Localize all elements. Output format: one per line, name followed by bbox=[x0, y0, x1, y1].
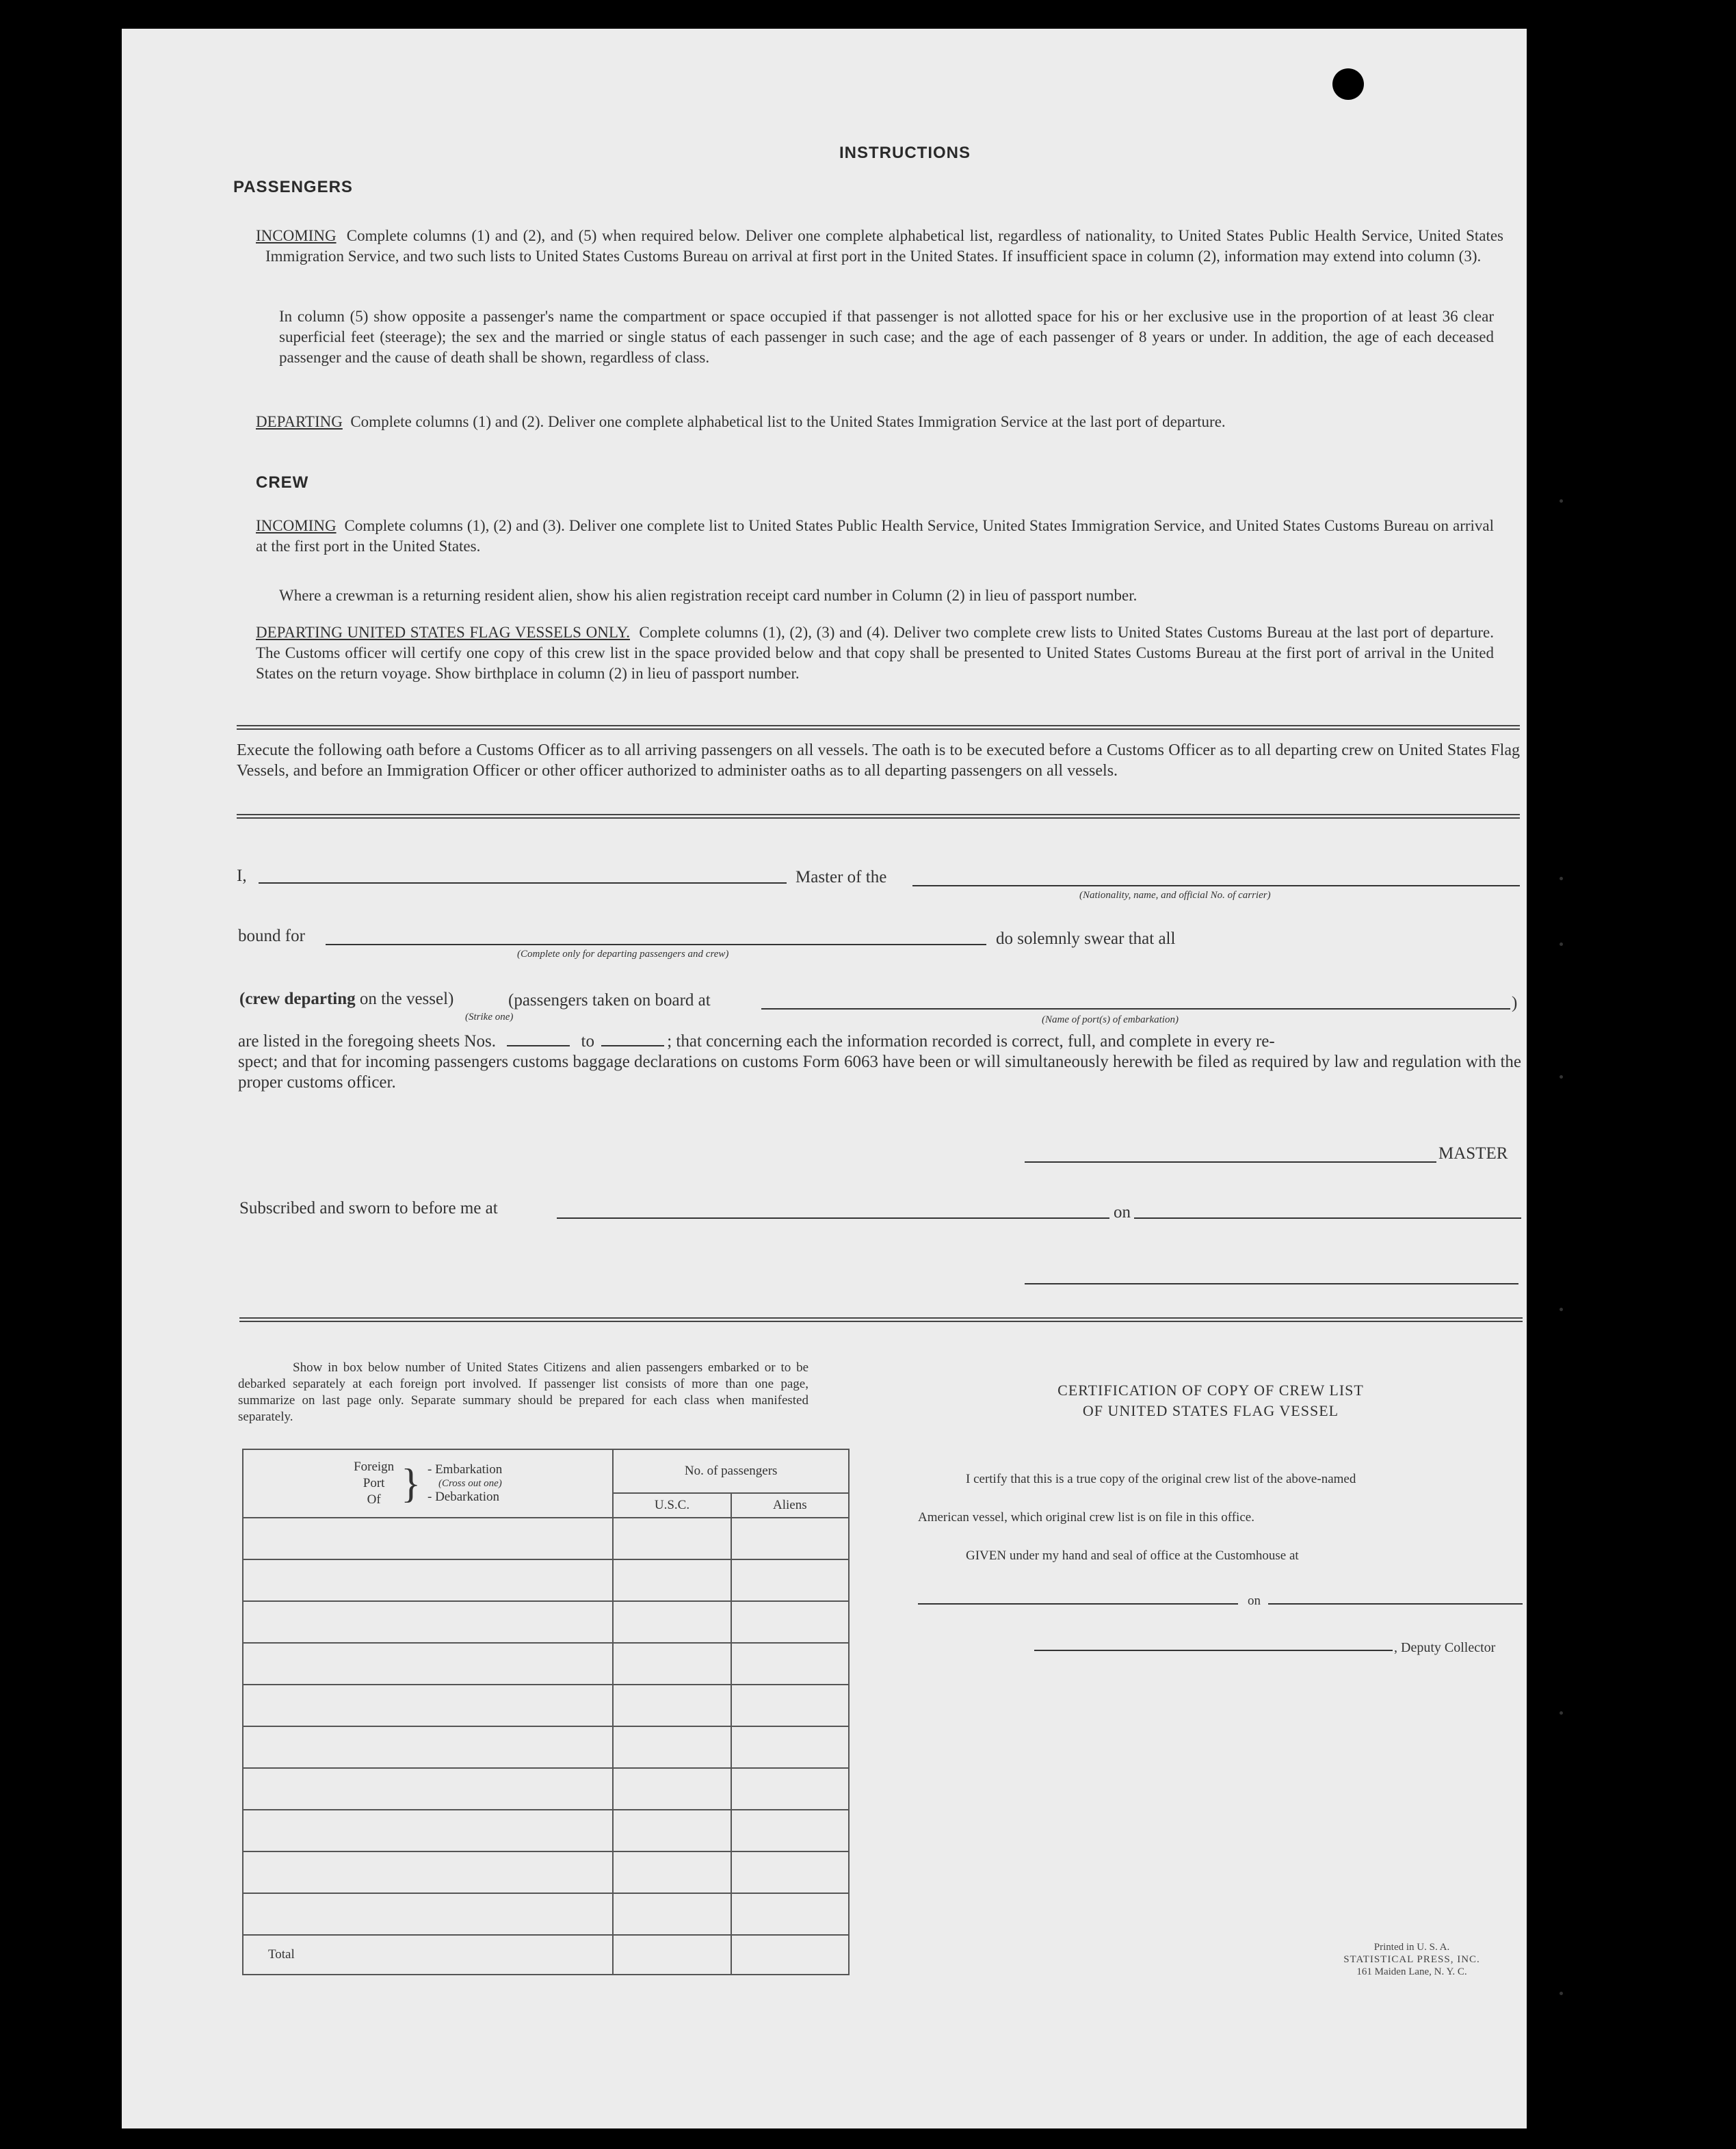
certification-title-line2: OF UNITED STATES FLAG VESSEL bbox=[1082, 1402, 1339, 1419]
bound-for-label: bound for bbox=[238, 927, 305, 945]
to-text: to bbox=[581, 1032, 594, 1051]
divider bbox=[239, 1317, 1523, 1322]
port-cell[interactable] bbox=[243, 1768, 613, 1810]
scan-speck bbox=[1560, 1711, 1563, 1715]
cross-out-caption: (Cross out one) bbox=[438, 1478, 502, 1489]
crew-incoming-label: INCOMING bbox=[256, 517, 337, 534]
summary-intro: Show in box below number of United States Citizens and alien passengers embarked or to be debarked separately at each foreign port involved. If passenger list consists of more than one page, summarize on last page only. Separate summary should be prepared for each class when manifested separately. bbox=[238, 1360, 808, 1424]
name-of-ports-caption: (Name of port(s) of embarkation) bbox=[1042, 1014, 1179, 1025]
crew-resident-paragraph: Where a crewman is a returning resident alien, show his alien registration receipt card number in Column (2) in lieu of passport number. bbox=[279, 587, 1137, 604]
aliens-cell[interactable] bbox=[731, 1559, 849, 1601]
aliens-cell[interactable] bbox=[731, 1851, 849, 1893]
crew-departing-label: DEPARTING UNITED STATES FLAG VESSELS ONLY. bbox=[256, 624, 630, 641]
summary-row bbox=[243, 1893, 849, 1935]
embarkation-option[interactable]: - Embarkation bbox=[428, 1462, 503, 1477]
certify-text-2: American vessel, which original crew list is on file in this office. bbox=[918, 1510, 1254, 1525]
instructions-title: INSTRUCTIONS bbox=[839, 144, 971, 162]
passengers-departing-label: DEPARTING bbox=[256, 413, 343, 430]
sheets-line bbox=[238, 1031, 1521, 1052]
complete-only-caption: (Complete only for departing passengers and crew) bbox=[517, 949, 729, 960]
printer-line1: Printed in U. S. A. bbox=[1373, 1942, 1450, 1953]
crew-incoming-paragraph bbox=[256, 516, 1494, 557]
usc-cell[interactable] bbox=[613, 1601, 731, 1643]
passengers-incoming-paragraph bbox=[256, 226, 1503, 267]
aliens-cell[interactable] bbox=[731, 1726, 849, 1768]
port-cell[interactable] bbox=[243, 1601, 613, 1643]
punch-hole bbox=[1538, 248, 1572, 278]
form-sheet bbox=[122, 29, 1527, 2128]
certification-title-line1: CERTIFICATION OF COPY OF CREW LIST bbox=[1057, 1382, 1364, 1399]
master-signature-field[interactable] bbox=[1025, 1161, 1436, 1163]
aliens-cell[interactable] bbox=[731, 1643, 849, 1685]
master-of-the-label: Master of the bbox=[795, 868, 887, 886]
punch-hole bbox=[1534, 60, 1558, 84]
usc-cell[interactable] bbox=[613, 1643, 731, 1685]
scan-speck bbox=[1560, 1075, 1563, 1079]
bound-for-field[interactable] bbox=[326, 944, 986, 945]
summary-row bbox=[243, 1726, 849, 1768]
summary-row bbox=[243, 1685, 849, 1726]
printer-line2: STATISTICAL PRESS, INC. bbox=[1343, 1954, 1480, 1965]
port-cell[interactable] bbox=[243, 1893, 613, 1935]
passengers-taken-option[interactable]: (passengers taken on board at bbox=[508, 991, 711, 1010]
sworn-on-text: on bbox=[1114, 1203, 1131, 1222]
summary-row bbox=[243, 1851, 849, 1893]
summary-row bbox=[243, 1601, 849, 1643]
scan-speck bbox=[1560, 1992, 1563, 1995]
oath-i-label: I, bbox=[237, 867, 247, 885]
total-label: Total bbox=[243, 1935, 613, 1975]
summary-row bbox=[243, 1518, 849, 1559]
usc-cell[interactable] bbox=[613, 1726, 731, 1768]
port-header-cell bbox=[243, 1449, 613, 1518]
passengers-column5-paragraph: In column (5) show opposite a passenger's name the compartment or space occupied if that passenger is not allotted space for his or her exclusive use in the proportion of at least 36 clear superficial feet (steerage); the sex and the married or single status of each passenger in such case; and the age of each passenger of 8 years or under. In addition, the age of each deceased passenger and the cause of death shall be shown, regardless of class. bbox=[279, 308, 1494, 366]
certify-text-1: I certify that this is a true copy of the original crew list of the above-named bbox=[966, 1472, 1356, 1486]
printer-imprint bbox=[1309, 1941, 1514, 1978]
usc-cell[interactable] bbox=[613, 1685, 731, 1726]
summary-row bbox=[243, 1643, 849, 1685]
deputy-collector-signature-field[interactable] bbox=[1034, 1650, 1393, 1651]
crew-departing-bold: (crew departing bbox=[239, 990, 356, 1008]
subscribed-text: Subscribed and sworn to before me at bbox=[239, 1199, 498, 1217]
scan-speck bbox=[1560, 877, 1563, 880]
usc-cell[interactable] bbox=[613, 1851, 731, 1893]
aliens-cell[interactable] bbox=[731, 1768, 849, 1810]
strike-one-caption: (Strike one) bbox=[465, 1012, 514, 1023]
certification-title bbox=[992, 1380, 1430, 1421]
summary-total-row bbox=[243, 1935, 849, 1975]
port-cell[interactable] bbox=[243, 1851, 613, 1893]
given-text: GIVEN under my hand and seal of office at the Customhouse at bbox=[966, 1548, 1299, 1563]
printer-line3: 161 Maiden Lane, N. Y. C. bbox=[1356, 1966, 1467, 1977]
total-aliens-cell[interactable] bbox=[731, 1935, 849, 1975]
summary-rows bbox=[243, 1518, 849, 1935]
punch-hole bbox=[1542, 148, 1569, 176]
total-usc-cell[interactable] bbox=[613, 1935, 731, 1975]
listed-text-1: are listed in the foregoing sheets Nos. bbox=[238, 1032, 496, 1051]
port-cell[interactable] bbox=[243, 1726, 613, 1768]
passenger-summary-table bbox=[242, 1449, 850, 1975]
scan-speck bbox=[1560, 942, 1563, 946]
port-label: Port bbox=[363, 1476, 385, 1490]
swear-text: do solemnly swear that all bbox=[996, 930, 1176, 948]
usc-cell[interactable] bbox=[613, 1810, 731, 1851]
crew-heading: CREW bbox=[256, 473, 309, 492]
divider bbox=[237, 725, 1520, 730]
passengers-incoming-text: Complete columns (1) and (2), and (5) when required below. Deliver one complete alphabetical list, regardless of nationality, to United States Public Health Service, United States Immigration Service, and two such lists to United States Customs Bureau on arrival at first port in the United States. If insufficient space in column (2), information may extend into column (3). bbox=[265, 227, 1504, 265]
crew-incoming-text: Complete columns (1), (2) and (3). Deliver one complete list to United States Public Health Service, United States Immigration Service, and United States Customs Bureau on arrival at the first port in the United States. bbox=[256, 517, 1495, 555]
passengers-heading: PASSENGERS bbox=[233, 178, 353, 196]
no-of-passengers-header: No. of passengers bbox=[613, 1449, 849, 1493]
sworn-location-field[interactable] bbox=[557, 1217, 1109, 1219]
punch-hole bbox=[1332, 68, 1364, 100]
crew-departing-text: Complete columns (1), (2), (3) and (4). Deliver two complete crew lists to United States Customs Bureau at the last port of departure. The Customs officer will certify one copy of this crew list in the space provided below and that copy shall be presented to United States Customs Bureau at the first port of arrival in the United States on the return voyage. Show birthplace in column (2) in lieu of passport number. bbox=[256, 624, 1495, 682]
oath-instructions: Execute the following oath before a Customs Officer as to all arriving passengers on all vessels. The oath is to be executed before a Customs Officer as to all departing crew on United States Flag Vessels, and before an Immigration Officer or other officer authorized to administer oaths as to all departing passengers on all vessels. bbox=[237, 741, 1520, 780]
usc-cell[interactable] bbox=[613, 1893, 731, 1935]
aliens-cell[interactable] bbox=[731, 1518, 849, 1559]
aliens-cell[interactable] bbox=[731, 1893, 849, 1935]
of-label: Of bbox=[367, 1492, 381, 1507]
sworn-date-field[interactable] bbox=[1134, 1217, 1521, 1219]
usc-header: U.S.C. bbox=[613, 1493, 731, 1518]
summary-header-row bbox=[243, 1449, 849, 1493]
aliens-cell[interactable] bbox=[731, 1601, 849, 1643]
deputy-collector-label: , Deputy Collector bbox=[1394, 1640, 1496, 1655]
sheet-from-field[interactable] bbox=[507, 1031, 570, 1046]
usc-cell[interactable] bbox=[613, 1559, 731, 1601]
port-cell[interactable] bbox=[243, 1518, 613, 1559]
master-name-field[interactable] bbox=[259, 882, 787, 884]
divider bbox=[237, 814, 1520, 819]
port-cell[interactable] bbox=[243, 1559, 613, 1601]
cert-on-text: on bbox=[1248, 1594, 1261, 1608]
carrier-field[interactable] bbox=[912, 885, 1520, 886]
customhouse-field[interactable] bbox=[918, 1603, 1238, 1605]
aliens-cell[interactable] bbox=[731, 1810, 849, 1851]
listed-text-3: spect; and that for incoming passengers customs baggage declarations on customs Form 6063 have been or will simultaneously herewith be filed as required by law and regulation with the proper customs officer. bbox=[238, 1053, 1521, 1092]
crew-departing-option[interactable] bbox=[239, 989, 453, 1010]
summary-row bbox=[243, 1810, 849, 1851]
passengers-departing-paragraph bbox=[256, 412, 1494, 432]
brace-icon: } bbox=[401, 1461, 421, 1506]
officer-signature-field[interactable] bbox=[1025, 1283, 1518, 1284]
on-the-vessel-text: on the vessel) bbox=[359, 990, 454, 1008]
debarkation-option[interactable]: - Debarkation bbox=[428, 1490, 499, 1504]
aliens-header: Aliens bbox=[731, 1493, 849, 1518]
passengers-incoming-label: INCOMING bbox=[256, 227, 337, 244]
passengers-departing-text: Complete columns (1) and (2). Deliver one complete alphabetical list to the United States Immigration Service at the last port of departure. bbox=[350, 413, 1226, 430]
cert-date-field[interactable] bbox=[1268, 1603, 1523, 1605]
listed-text-2: ; that concerning each the information recorded is correct, full, and complete in every re- bbox=[667, 1032, 1275, 1051]
port-cell[interactable] bbox=[243, 1643, 613, 1685]
master-label: MASTER bbox=[1438, 1144, 1508, 1163]
closing-paren: ) bbox=[1512, 994, 1518, 1012]
sheet-to-field[interactable] bbox=[601, 1031, 664, 1046]
summary-row bbox=[243, 1768, 849, 1810]
crew-departing-paragraph bbox=[256, 622, 1494, 684]
port-cell[interactable] bbox=[243, 1810, 613, 1851]
scan-speck bbox=[1560, 1308, 1563, 1311]
aliens-cell[interactable] bbox=[731, 1685, 849, 1726]
scan-speck bbox=[1560, 499, 1563, 503]
usc-cell[interactable] bbox=[613, 1768, 731, 1810]
foreign-label: Foreign bbox=[354, 1460, 395, 1474]
nationality-caption: (Nationality, name, and official No. of carrier) bbox=[1079, 890, 1271, 901]
usc-cell[interactable] bbox=[613, 1518, 731, 1559]
summary-row bbox=[243, 1559, 849, 1601]
embarkation-ports-field[interactable] bbox=[761, 1008, 1510, 1010]
port-cell[interactable] bbox=[243, 1685, 613, 1726]
